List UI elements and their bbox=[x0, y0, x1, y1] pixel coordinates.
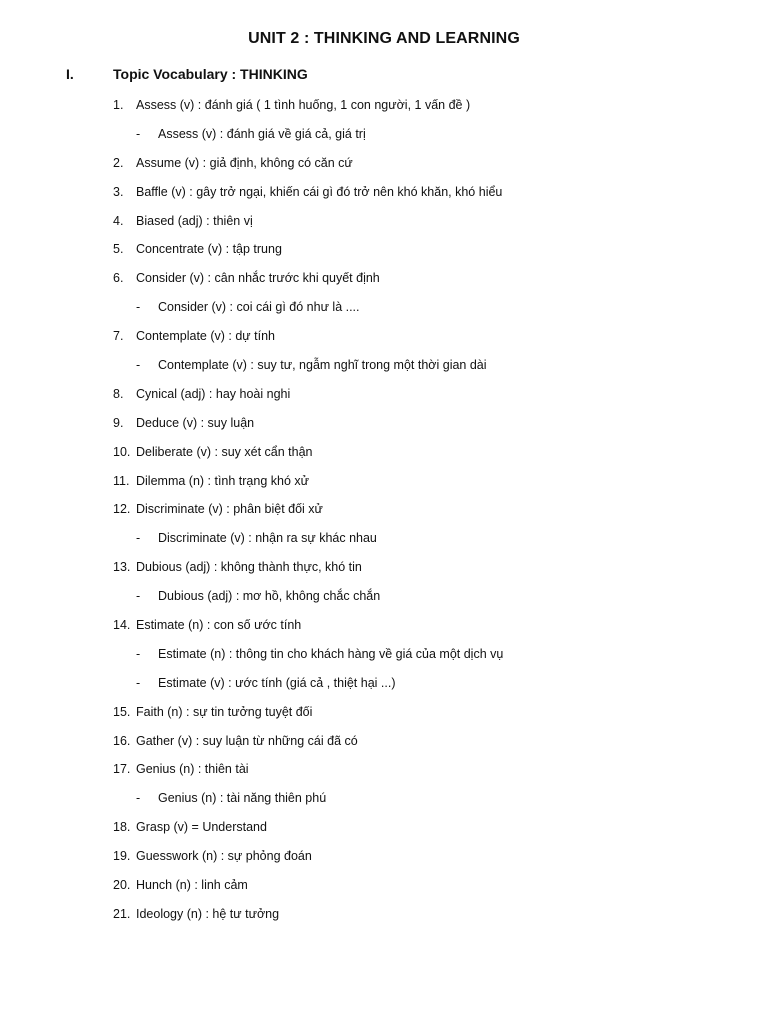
vocab-entry bbox=[0, 617, 768, 646]
entry-text: Cynical (adj) : hay hoài nghi bbox=[136, 386, 291, 401]
entry-text: Estimate (n) : thông tin cho khách hàng về giá của một dịch vụ bbox=[158, 646, 504, 661]
entry-text: Faith (n) : sự tin tưởng tuyệt đối bbox=[136, 704, 313, 719]
entry-number: 5. bbox=[113, 242, 124, 257]
entry-text: Baffle (v) : gây trở ngại, khiến cái gì đó trở nên khó khăn, khó hiểu bbox=[136, 184, 503, 199]
vocab-entry bbox=[0, 473, 768, 502]
entry-number: 20. bbox=[113, 878, 131, 893]
vocab-entry bbox=[0, 444, 768, 473]
entry-text: Guesswork (n) : sự phỏng đoán bbox=[136, 849, 312, 864]
vocab-entry bbox=[0, 819, 768, 848]
entry-text: Gather (v) : suy luận từ những cái đã có bbox=[136, 733, 358, 748]
vocab-sub-entry bbox=[0, 357, 768, 386]
bullet-dash: - bbox=[136, 589, 141, 604]
section-number: I. bbox=[66, 66, 74, 82]
bullet-dash: - bbox=[136, 126, 141, 141]
vocab-sub-entry bbox=[0, 126, 768, 155]
vocab-entry bbox=[0, 415, 768, 444]
entry-number: 1. bbox=[113, 98, 124, 112]
bullet-dash: - bbox=[136, 646, 141, 661]
vocab-entry bbox=[0, 501, 768, 530]
entry-text: Contemplate (v) : dự tính bbox=[136, 329, 275, 344]
vocab-entry bbox=[0, 155, 768, 184]
vocab-sub-entry bbox=[0, 675, 768, 704]
vocab-entry bbox=[0, 328, 768, 357]
entry-number: 13. bbox=[113, 560, 131, 575]
entry-number: 18. bbox=[113, 820, 131, 835]
entry-number: 14. bbox=[113, 618, 131, 633]
vocab-sub-entry bbox=[0, 588, 768, 617]
bullet-dash: - bbox=[136, 791, 141, 806]
vocab-entry bbox=[0, 733, 768, 762]
vocab-entry bbox=[0, 559, 768, 588]
entry-text: Contemplate (v) : suy tư, ngẫm nghĩ trong một thời gian dài bbox=[158, 358, 487, 373]
entry-number: 17. bbox=[113, 762, 131, 777]
entry-number: 11. bbox=[113, 473, 130, 488]
entry-text: Assume (v) : giả định, không có căn cứ bbox=[136, 155, 353, 170]
entry-text: Deliberate (v) : suy xét cẩn thận bbox=[136, 444, 313, 459]
entry-text: Genius (n) : tài năng thiên phú bbox=[158, 791, 327, 806]
entry-text: Dilemma (n) : tình trạng khó xử bbox=[136, 473, 310, 488]
entry-text: Dubious (adj) : không thành thực, khó tin bbox=[136, 560, 362, 575]
bullet-dash: - bbox=[136, 531, 141, 546]
document-title: UNIT 2 : THINKING AND LEARNING bbox=[248, 30, 520, 47]
vocab-entry bbox=[0, 906, 768, 935]
entry-text: Concentrate (v) : tập trung bbox=[136, 242, 282, 257]
entry-text: Deduce (v) : suy luận bbox=[136, 415, 255, 430]
vocab-entry bbox=[0, 761, 768, 790]
entry-number: 16. bbox=[113, 733, 131, 748]
entry-text: Biased (adj) : thiên vị bbox=[136, 213, 253, 228]
entry-number: 9. bbox=[113, 415, 124, 430]
vocabulary-list bbox=[0, 97, 768, 935]
entry-number: 6. bbox=[113, 271, 124, 286]
entry-text: Grasp (v) = Understand bbox=[136, 820, 267, 835]
vocab-entry bbox=[0, 270, 768, 299]
entry-number: 21. bbox=[113, 906, 131, 921]
bullet-dash: - bbox=[136, 675, 141, 690]
entry-number: 4. bbox=[113, 213, 124, 228]
vocab-entry bbox=[0, 386, 768, 415]
entry-number: 7. bbox=[113, 329, 124, 344]
vocab-entry bbox=[0, 241, 768, 270]
vocab-sub-entry bbox=[0, 646, 768, 675]
vocab-entry bbox=[0, 848, 768, 877]
entry-number: 2. bbox=[113, 155, 124, 170]
entry-text: Consider (v) : coi cái gì đó như là .... bbox=[158, 300, 360, 315]
bullet-dash: - bbox=[136, 300, 141, 315]
bullet-dash: - bbox=[136, 358, 141, 373]
vocab-entry bbox=[0, 213, 768, 242]
vocab-entry bbox=[0, 704, 768, 733]
entry-number: 19. bbox=[113, 849, 131, 864]
vocab-sub-entry bbox=[0, 530, 768, 559]
vocab-entry bbox=[0, 184, 768, 213]
entry-number: 10. bbox=[113, 444, 131, 459]
vocab-sub-entry bbox=[0, 790, 768, 819]
vocab-entry bbox=[0, 97, 768, 126]
entry-number: 15. bbox=[113, 704, 131, 719]
entry-text: Estimate (v) : ước tính (giá cả , thiệt hại ...) bbox=[158, 675, 396, 690]
entry-text: Discriminate (v) : phân biệt đối xử bbox=[136, 502, 323, 517]
entry-number: 3. bbox=[113, 184, 124, 199]
entry-text: Assess (v) : đánh giá về giá cả, giá trị bbox=[158, 126, 366, 141]
entry-text: Estimate (n) : con số ước tính bbox=[136, 618, 302, 633]
section-title: Topic Vocabulary : THINKING bbox=[113, 66, 308, 82]
entry-text: Hunch (n) : linh cảm bbox=[136, 878, 248, 893]
entry-number: 8. bbox=[113, 386, 124, 401]
entry-number: 12. bbox=[113, 502, 131, 517]
entry-text: Ideology (n) : hệ tư tưởng bbox=[136, 906, 280, 921]
entry-text: Consider (v) : cân nhắc trước khi quyết định bbox=[136, 271, 380, 286]
entry-text: Assess (v) : đánh giá ( 1 tình huống, 1 con người, 1 vấn đề ) bbox=[136, 98, 471, 112]
entry-text: Genius (n) : thiên tài bbox=[136, 762, 249, 777]
entry-text: Discriminate (v) : nhận ra sự khác nhau bbox=[158, 531, 377, 546]
vocab-sub-entry bbox=[0, 299, 768, 328]
vocab-entry bbox=[0, 877, 768, 906]
entry-text: Dubious (adj) : mơ hồ, không chắc chắn bbox=[158, 589, 381, 604]
